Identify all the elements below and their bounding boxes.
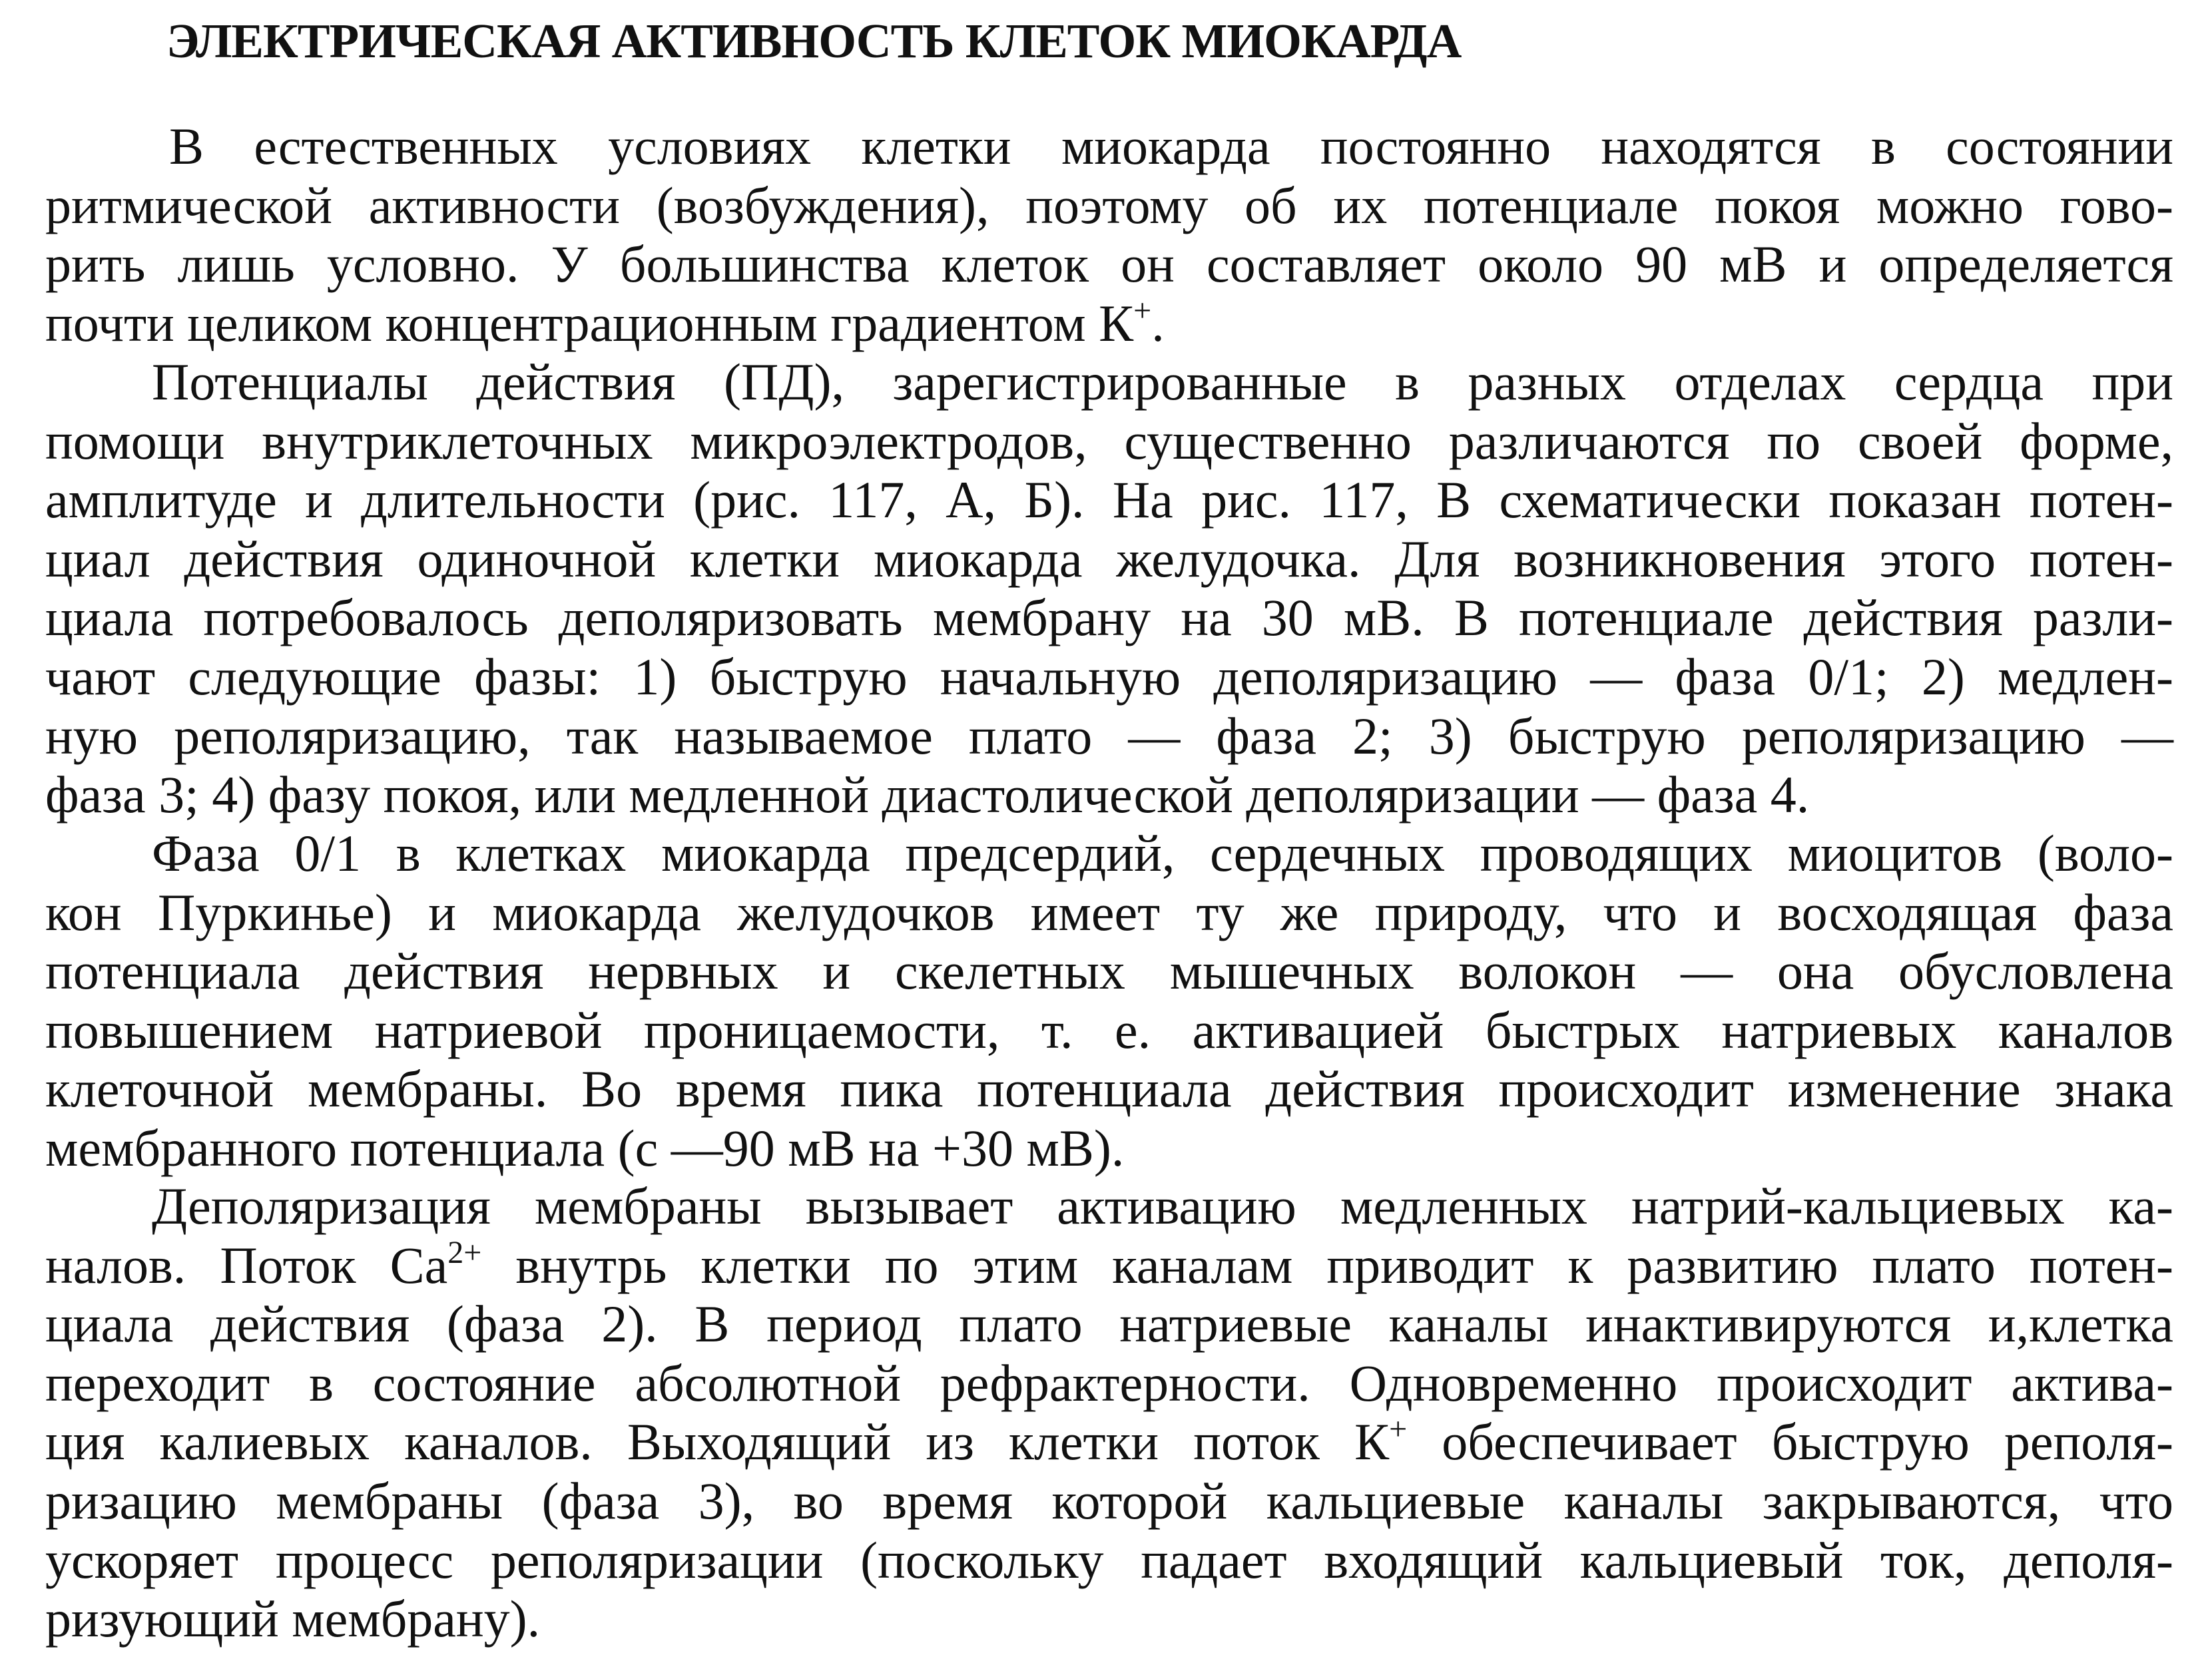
text-line: циал действия одиночной клетки миокарда желудочка. Для возникновения этого потен- — [45, 529, 2173, 588]
text-line: В естественных условиях клетки миокарда постоянно находятся в состоянии — [169, 117, 2173, 175]
text-line: циала потребовалось деполяризовать мембрану на 30 мВ. В потенциале действия разли- — [45, 589, 2173, 647]
text-fragment: ция калиевых каналов. Выходящий из клетки поток К — [45, 1413, 1390, 1471]
text-line: ускоряет процесс реполяризации (поскольку падает входящий кальциевый ток, деполя- — [45, 1531, 2173, 1589]
text-line — [45, 1413, 2173, 1472]
text-line: Потенциалы действия (ПД), зарегистрированные в разных отделах сердца при — [152, 353, 2173, 411]
text-line: Фаза 0/1 в клетках миокарда предсердий, сердечных проводящих миоцитов (воло- — [152, 824, 2173, 882]
text-line: переходит в состояние абсолютной рефрактерности. Одновременно происходит актива- — [45, 1353, 2173, 1412]
text-line — [45, 294, 2173, 354]
text-fragment: внутрь клетки по этим каналам приводит к развитию плато потен- — [481, 1236, 2173, 1294]
text-line: повышением натриевой проницаемости, т. е. активацией быстрых натриевых каналов — [45, 1001, 2173, 1059]
text-line: циала действия (фаза 2). В период плато натриевые каналы инактивируются и,клетка — [45, 1295, 2173, 1353]
text-line: помощи внутриклеточных микроэлектродов, существенно различаются по своей форме, — [45, 411, 2173, 470]
paragraph-1 — [45, 117, 2173, 353]
text-line: ризацию мембраны (фаза 3), во время которой кальциевые каналы закрываются, что — [45, 1471, 2173, 1530]
text-fragment: . — [1151, 294, 1165, 352]
text-line: амплитуде и длительности (рис. 117, А, Б). На рис. 117, В схематически показан потен- — [45, 471, 2173, 529]
paragraph-3 — [45, 824, 2173, 1178]
text-line: ризующий мембрану). — [45, 1590, 541, 1648]
superscript-charge: 2+ — [447, 1234, 482, 1270]
text-fragment: обеспечивает быструю реполя- — [1407, 1413, 2173, 1471]
text-line: ную реполяризацию, так называемое плато — фаза 2; 3) быструю реполяризацию — — [45, 706, 2173, 765]
text-line: ритмической активности (возбуждения), поэтому об их потенциале покоя можно гово- — [45, 176, 2173, 234]
paragraph-4 — [45, 1177, 2173, 1649]
text-line: кон Пуркинье) и миокарда желудочков имеет ту же природу, что и восходящая фаза — [45, 883, 2173, 941]
paragraph-2 — [45, 353, 2173, 825]
superscript-charge: + — [1133, 292, 1152, 328]
text-line: рить лишь условно. У большинства клеток он составляет около 90 мВ и определяется — [45, 235, 2173, 294]
text-line: Деполяризация мембраны вызывает активацию медленных натрий-кальциевых ка- — [152, 1177, 2173, 1235]
text-line — [45, 1236, 2173, 1296]
text-line: потенциала действия нервных и скелетных мышечных волокон — она обусловлена — [45, 942, 2173, 1001]
text-line: мембранного потенциала (с —90 мВ на +30 мВ). — [45, 1118, 1125, 1177]
text-line: чают следующие фазы: 1) быструю начальную деполяризацию — фаза 0/1; 2) медлен- — [45, 647, 2173, 706]
text-line: фаза 3; 4) фазу покоя, или медленной диастолической деполяризации — фаза 4. — [45, 766, 1810, 824]
text-line: клеточной мембраны. Во время пика потенциала действия происходит изменение знака — [45, 1060, 2173, 1118]
text-fragment: налов. Поток Са — [45, 1236, 448, 1294]
page-title: ЭЛЕКТРИЧЕСКАЯ АКТИВНОСТЬ КЛЕТОК МИОКАРДА — [166, 14, 1462, 68]
superscript-charge: + — [1389, 1411, 1408, 1447]
text-fragment: почти целиком концентрационным градиентом К — [45, 294, 1134, 352]
